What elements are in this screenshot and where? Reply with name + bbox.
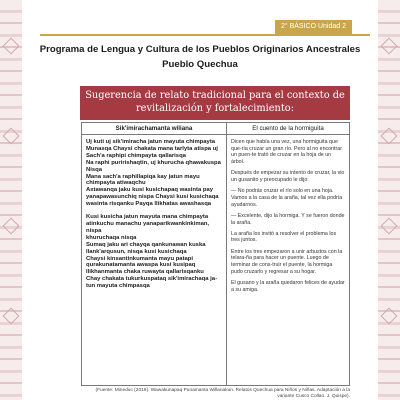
- quechua-line: Sumaq jaku ari chayqa qankunawan kuska: [86, 241, 206, 248]
- quechua-line: chimpayta atiwaqchu: [86, 180, 146, 187]
- spanish-paragraph: Después de empezar su intento de cruzar, la vio un gusanito y preocupado le dijo:: [231, 170, 345, 184]
- quechua-line: Sach'a raphipi chimpayta qallarisqa: [86, 152, 186, 159]
- source-line1: (Fuente: Mineduc (2019). Wawakunapaq Punamanta Willanakun. Relatos Quechua para Niños y Niñas. Adaptación a la: [95, 388, 350, 393]
- quechua-line: yanapawasunchiq nispa Chaysi kusi kusichaqa: [86, 194, 219, 201]
- quechua-line: Astawanqa jaku kusi kusichapaq wasinta pay: [86, 187, 214, 194]
- quechua-line: tun mayuta chimpasqa: [86, 283, 150, 290]
- quechua-line: khuruchaqa nisqa: [86, 234, 137, 241]
- program-title-line1: Programa de Lengua y Cultura de los Pueblos Originarios Ancestrales: [39, 44, 361, 55]
- quechua-line: wasinta risqanku Payqa llikhatas awashasqa: [86, 201, 212, 208]
- quechua-line: nispa: [86, 227, 102, 234]
- spanish-column-header: El cuento de la hormiguita: [227, 123, 349, 135]
- spanish-column: [227, 123, 349, 385]
- quechua-line: Nisqa: [86, 166, 103, 173]
- quechua-column: [82, 123, 227, 385]
- quechua-line: Na raphi puririshaqtin, uj khurucha qhawakuspa: [86, 159, 221, 166]
- quechua-text: [82, 135, 226, 290]
- quechua-line: Mana sach'a raphillapiqa kay jatun mayu: [86, 173, 200, 180]
- spanish-text: [227, 135, 349, 293]
- story-table: [81, 122, 350, 386]
- quechua-column-header: Sik'imirachamanta wiliana: [82, 123, 226, 135]
- source-citation: [80, 388, 350, 400]
- quechua-line: llikhanmanta chaka ruwayta qallarisqanku: [86, 269, 204, 276]
- quechua-line: Uj kuti uj sik'imiracha jatun mayuta chimpayta: [86, 139, 216, 145]
- spanish-paragraph: La araña los invitó a resolver el problema los tres juntos.: [231, 230, 337, 244]
- decorative-border-right: [378, 0, 400, 400]
- quechua-line: Chay chakata tukurkuspataq sik'imirachaqa ja-: [86, 276, 218, 283]
- quechua-line: Munasqa Chaysi chakata mana tarlyta atispa uj: [86, 145, 218, 152]
- spanish-paragraph: Entre los tres empezaron a unir arbustos con la telara-ña para hacer un puente. Luego de terminar de cons-truir el puente, la hormiga pudo cruzarlo y regresar a su hogar.: [231, 248, 343, 275]
- quechua-line: Chaysi kinsantinkumanta mayu patapi: [86, 255, 194, 262]
- program-title: [30, 42, 370, 72]
- quechua-line: qurakunatamanta awaspa kusi kusipaq: [86, 262, 196, 269]
- banner-line2: revitalización y fortalecimiento:: [136, 103, 294, 114]
- header-divider: [40, 34, 370, 36]
- quechua-line: Kusi kusicha jatun mayuta mana chimpayta: [86, 214, 209, 221]
- spanish-paragraph: Dicen que había una vez, una hormiguita que que-ría cruzar un gran río. Pero al no encontrar un puen-te trató de cruzar en la hoja de un árbol.: [231, 139, 342, 166]
- spanish-paragraph: El gusano y la araña quedaron felices de ayudar a su amiga.: [231, 279, 345, 293]
- spanish-paragraph: — No podrás cruzar el río solo en una hoja. Vamos a la casa de la araña, tal vez ella podría ayudarnos.: [231, 188, 343, 208]
- quechua-line: atinkuchu manachu yanaparikwankinkiman,: [86, 220, 210, 227]
- section-banner: [80, 86, 350, 120]
- grade-unit-badge: 2° BÁSICO Unidad 2: [275, 20, 352, 34]
- banner-line1: Sugerencia de relato tradicional para el contexto de: [85, 90, 345, 101]
- spanish-paragraph: — Excelente, dijo la hormiga. Y se fueron donde la araña.: [231, 212, 345, 226]
- program-title-line2: Pueblo Quechua: [162, 59, 238, 70]
- quechua-line: llank'arqusun, nisqa kusi kusichaqa: [86, 248, 187, 255]
- source-line2: variante Cusco Collao. J. Quispe).: [277, 394, 350, 399]
- decorative-border-left: [0, 0, 22, 400]
